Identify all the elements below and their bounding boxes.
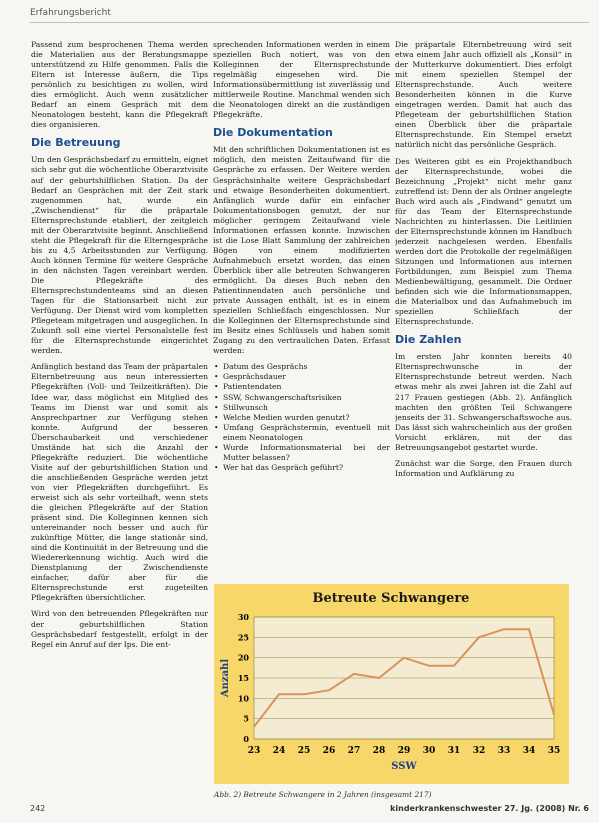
x-axis-label: SSW [391,761,417,772]
y-tick-label: 15 [237,673,249,683]
x-tick-label: 30 [422,746,436,756]
x-tick-label: 27 [347,746,361,756]
list-item: • Wurde Informationsmaterial bei der Mutter belassen? [223,443,390,463]
x-tick-label: 23 [247,746,261,756]
x-tick-label: 31 [447,746,461,756]
list-item: • Datum des Gesprächs [223,362,390,372]
section-heading-dokumentation: Die Dokumentation [213,126,333,140]
paragraph: Des Weiteren gibt es ein Projekthandbuch der Elternsprechstunde, wobei die Bezeichnung „Projekt“ nicht mehr ganz zutreffend ist: Denn der als Ordner angelegte Buch wird auch als „Findwand“ genutzt um für das Team der Elternsprechstunde Nachrichten zu hinterlassen. Die Leitlinien der Elternsprechstunde können im Handbuch jederzeit nachgelesen werden. Ebenfalls werden dort die Protokolle der regelmäßigen Sitzungen und Informationen aus internen Fortbildungen, zum Beispiel zum Thema Medienbewältigung, gesammelt. Die Ordner befinden sich wie die Informationsmappen, die Materialbox und das Aufnahmebuch im speziellen Schließfach der Elternsprechstunde. [395,156,572,327]
section-heading-zahlen: Die Zahlen [395,333,462,347]
y-tick-label: 20 [237,652,249,663]
paragraph: Passend zum besprochenen Thema werden die Materialien aus der Beratungsmappe unterstützend zu Hilfe genommen. Falls die Eltern ist Interesse äußern, die Tips persönlich zu besichtigen zu wollen, wird dies ermöglicht. Auch wenn zusätzlicher Bedarf an einem Gespräch mit dem Neonatologen besteht, kann die Pflegekraft dies organisieren. [31,40,208,130]
x-tick-labels [248,746,561,756]
x-tick-label: 33 [497,746,511,756]
y-tick-label: 0 [243,734,249,744]
x-tick-label: 35 [547,746,561,756]
x-tick-label: 24 [272,746,286,756]
list-item: • Welche Medien wurden genutzt? [223,413,390,423]
x-tick-label: 32 [472,746,486,756]
figure-caption: Abb. 2) Betreute Schwangere in 2 Jahren (insgesamt 217) [214,790,432,799]
y-tick-label: 5 [243,713,249,724]
running-header [30,6,589,23]
paragraph: Um den Gesprächsbedarf zu ermitteln, eignet sich sehr gut die wöchentliche Oberarztvisite auf der geburtshilflichen Station. Da der Bedarf an Gesprächen mit der Zeit stark zugenommen hat, wurde ein „Zwischendienst“ für die präpartale Elternsprechstunde etabliert, der zeitgleich mit der Oberarztvisite beginnt. Anschließend steht die Pflegekraft für die Elterngespräche bis zu 4,5 Arbeitsstunden zur Verfügung. Auch können Termine für weitere Gespräche in den nächsten Tagen vereinbart werden. Die Pflegekräfte des Elternsprechstundenteams sind an diesen Tagen für die Stationsarbeit nicht zur Verfügung. Der Dienst wird vom kompletten Pflegeteam mitgetragen und ausgeglichen. In Zukunft soll eine viertel Personalstelle fest für die Elternsprechstunde eingerichtet werden. [31,155,208,356]
x-tick-label: 25 [297,746,311,756]
list-item: • SSW, Schwangerschaftsrisiken [223,393,390,403]
x-tick-label: 34 [522,746,536,756]
paragraph: sprechenden Informationen werden in einem speziellen Buch notiert, was von den Kolleginnen der Elternsprechstunde regelmäßig eingesehen wird. Die Informationsübermittlung ist zuverlässig und mittlerweile Routine. Manchmal wenden sich die Neonatologen direkt an die zuständigen Pflegekräfte. [213,40,390,120]
x-tick-label: 28 [372,746,386,756]
y-tick-label: 30 [237,612,249,622]
x-tick-label: 29 [397,746,411,756]
section-heading-betreuung: Die Betreuung [31,136,121,150]
chart-figure [214,584,569,784]
paragraph: Mit den schriftlichen Dokumentationen ist es möglich, den meisten Zeitaufwand für die Gespräche zu erfassen. Der Weitere werden Gesprächsinhalte weitere Gesprächsbedarf und etwaige Besonderheiten dokumentiert. Anfänglich wurde dafür ein einfacher Dokumentationsbogen genutzt, der nur möglicher geringem Zeitaufwand viele Informationen erfassen konnte. Inzwischen ist die Lose Blatt Sammlung der zahlreichen Bögen von einem modifizierten Aufnahmebuch ersetzt worden, das einen Überblick über alle betreuten Schwangeren ermöglicht. Da dieses Buch neben den Patientinnendaten auch persönliche und private Aussagen enthält, ist es in einem speziellen Schließfach eingeschlossen. Nur die Kolleginnen der Elternsprechstunde sind im Besitz eines Schlüssels und haben somit Zugang zu den vertraulichen Daten. Erfasst werden: [213,145,390,356]
y-tick-labels [238,612,250,744]
chart-title: Betreute Schwangere [312,591,470,606]
list-item: • Patientendaten [223,382,390,392]
y-axis-label: Anzahl [220,658,231,698]
y-tick-label: 25 [237,632,249,643]
list-item: • Wer hat das Gespräch geführt? [223,463,390,473]
x-tick-label: 26 [322,746,336,756]
paragraph: Anfänglich bestand das Team der präpartalen Elternbetreuung aus neun interessierten Pflegekräften (Voll- und Teilzeitkräften). Die Idee war, dass möglichst ein Mitglied des Teams im Dienst war und somit als Ansprechpartner zur Verfügung stehen konnte. Aufgrund der besseren Überschaubarkeit und verschiedener Umstände hat sich die Anzahl der Pflegekräfte reduziert. Die wöchentliche Visite auf der geburtshilflichen Station und die anschließenden Gespräche werden jetzt von vier Pflegekräften durchgeführt. Es erweist sich als sehr vorteilhaft, wenn stets die gleichen Pflegekräfte auf der Station präsent sind. Die Kolleginnen kennen sich untereinander noch besser und auch für zukünftige Mütter, die lange stationär sind, sind die Kontinuität in der Betreuung und die Wiedererkennung wichtig. Auch wird die Dienstplanung der Zwischendienste einfacher, dafür aber für die Elternsprechstunde erst zugeteilten Pflegekräften übersichtlicher. [31,362,208,603]
list-item: • Stillwunsch [223,403,390,413]
paragraph: Die präpartale Elternbetreuung wird seit etwa einem Jahr auch offiziell als „Konsil“ in der Mutterkurve dokumentiert. Dies erfolgt mit einem speziellen Stempel der Elternsprechstunde. Auch weitere Besonderheiten können in die Kurve eingetragen werden. Damit hat auch das Pflegeteam der geburtshilflichen Station einen Überblick über die präpartale Elternsprechstunde. Ein Stempel ersetzt natürlich nicht das persönliche Gespräch. [395,40,572,150]
paragraph: Wird von den betreuenden Pflegekräften nur der geburtshilflichen Station Gesprächsbedarf festgestellt, erfolgt in der Regel ein Anruf auf der Ips. Die ent- [31,609,208,649]
list-item: • Umfang Gesprächstermin, eventuell mit einem Neonatologen [223,423,390,443]
recorded-fields-list [213,362,390,473]
text-column-3 [395,40,572,577]
list-item: • Gesprächsdauer [223,372,390,382]
running-title: Erfahrungsbericht [30,8,111,18]
paragraph: Zunächst war die Sorge, den Frauen durch Information und Aufklärung zu [395,458,572,478]
page-number: 242 [30,804,46,813]
y-tick-label: 10 [237,693,249,704]
journal-reference: kinderkrankenschwester 27. Jg. (2008) Nr. 6 [390,804,589,813]
line-chart [214,584,569,784]
text-column-1 [31,40,208,810]
paragraph: Im ersten Jahr konnten bereits 40 Elternsprechwunsche in der Elternsprechstunde betreut werden. Nach etwas mehr als zwei Jahren ist die Zahl auf 217 Frauen gestiegen (Abb. 2). Anfänglich machten den größten Teil Schwangere jenseits der 31. Schwangerschaftswoche aus. Das lässt sich wahrscheinlich aus der großen Vorsicht erklären, mit der das Betreuungsangebot gestartet wurde. [395,352,572,452]
text-column-2 [213,40,390,577]
page-footer [30,804,589,816]
